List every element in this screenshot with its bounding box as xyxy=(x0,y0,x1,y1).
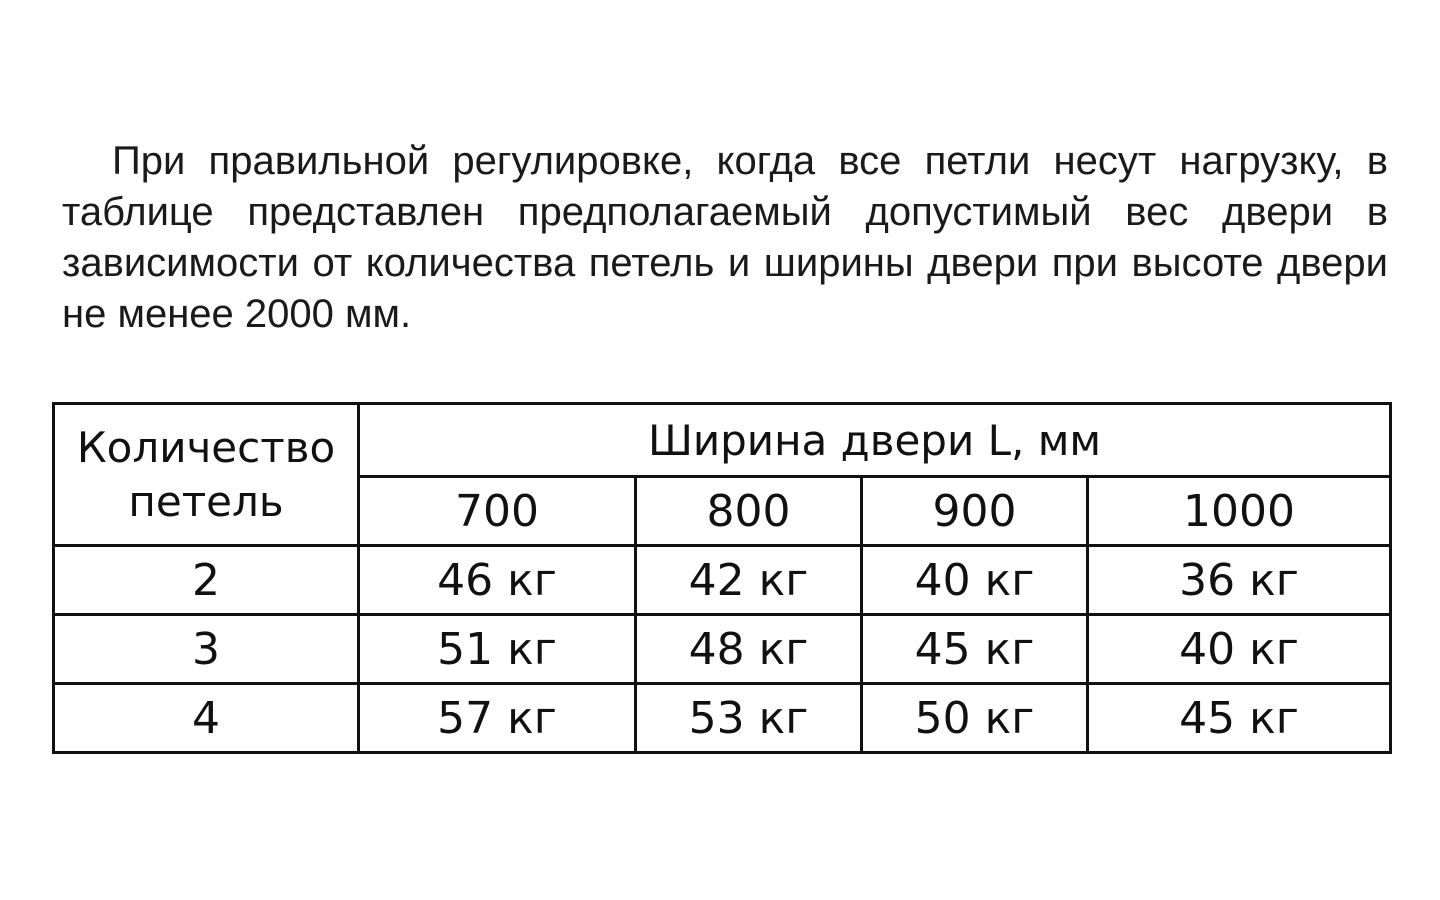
width-900: 900 xyxy=(862,477,1088,546)
table-row xyxy=(54,546,1391,615)
weight-cell: 36 кг xyxy=(1088,546,1391,615)
width-700: 700 xyxy=(359,477,636,546)
width-800: 800 xyxy=(636,477,862,546)
weight-cell: 46 кг xyxy=(359,546,636,615)
door-width-header: Ширина двери L, мм xyxy=(359,404,1391,477)
hinge-count-header-line2: петель xyxy=(128,476,284,526)
weight-cell: 45 кг xyxy=(1088,684,1391,753)
weight-cell: 53 кг xyxy=(636,684,862,753)
table-header-row xyxy=(54,404,1391,477)
hinge-count-header-line1: Количество xyxy=(76,422,336,472)
weight-cell: 45 кг xyxy=(862,615,1088,684)
table-row xyxy=(54,615,1391,684)
width-1000: 1000 xyxy=(1088,477,1391,546)
hinge-count-header xyxy=(54,404,359,546)
weight-cell: 48 кг xyxy=(636,615,862,684)
weight-cell: 42 кг xyxy=(636,546,862,615)
weight-cell: 40 кг xyxy=(862,546,1088,615)
hinge-count-cell: 4 xyxy=(54,684,359,753)
weight-cell: 51 кг xyxy=(359,615,636,684)
weight-cell: 57 кг xyxy=(359,684,636,753)
intro-paragraph: При правильной регулировке, когда все петли несут нагрузку, в таблице представлен предполагаемый допустимый вес двери в зависимости от количества петель и ширины двери при высоте двери не менее 2000 мм. xyxy=(62,139,1388,336)
hinge-count-cell: 3 xyxy=(54,615,359,684)
hinge-count-cell: 2 xyxy=(54,546,359,615)
weight-cell: 50 кг xyxy=(862,684,1088,753)
table-row xyxy=(54,684,1391,753)
door-weight-table xyxy=(52,402,1392,754)
weight-cell: 40 кг xyxy=(1088,615,1391,684)
